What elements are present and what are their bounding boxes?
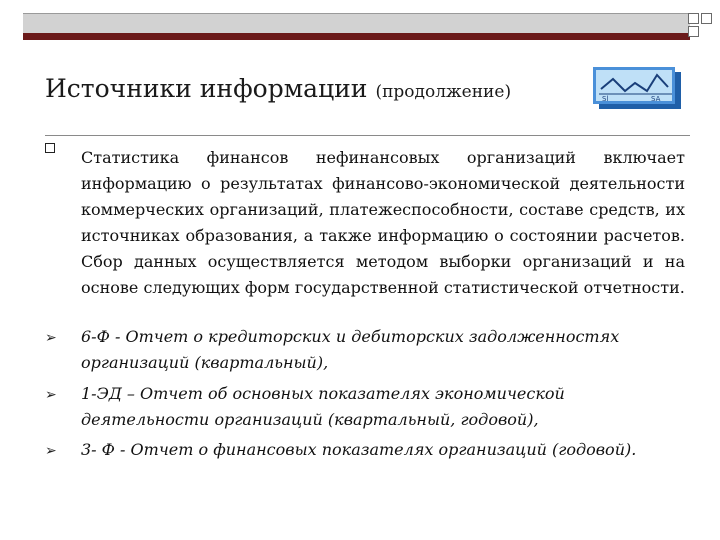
corner-square	[688, 26, 699, 37]
corner-square	[701, 13, 712, 24]
header-band	[23, 13, 690, 34]
title-text: Источники информации	[45, 74, 368, 103]
title-divider	[45, 135, 690, 136]
arrow-bullet-icon: ➢	[45, 330, 57, 346]
main-paragraph: Статистика финансов нефинансовых организаций включает информацию о результатах финансово-экономической деятельности коммерческих организаций, платежеспособности, составе средств, их источниках образования, а также информацию о состоянии расчетов. Сбор данных осуществляется методом выборки организаций и на основе следующих форм государственной статистической отчетности.	[81, 148, 685, 297]
arrow-bullet-icon: ➢	[45, 387, 57, 403]
list-item: 6-Ф - Отчет о кредиторских и дебиторских задолженностях организаций (квартальный),	[81, 327, 620, 372]
square-bullet-icon	[45, 143, 55, 153]
chart-logo-icon	[593, 67, 681, 109]
slide-title	[45, 74, 511, 103]
list-item: 3- Ф - Отчет о финансовых показателях организаций (годовой).	[81, 440, 637, 459]
list-item: 1-ЭД – Отчет об основных показателях экономической деятельности организаций (квартальный, годовой),	[81, 384, 565, 429]
logo-right-text: SA	[651, 95, 661, 103]
title-subtitle: (продолжение)	[375, 82, 512, 102]
header-stripe	[23, 33, 690, 40]
corner-square	[688, 13, 699, 24]
logo-left-text: Sl	[602, 95, 609, 103]
arrow-bullet-icon: ➢	[45, 443, 57, 459]
